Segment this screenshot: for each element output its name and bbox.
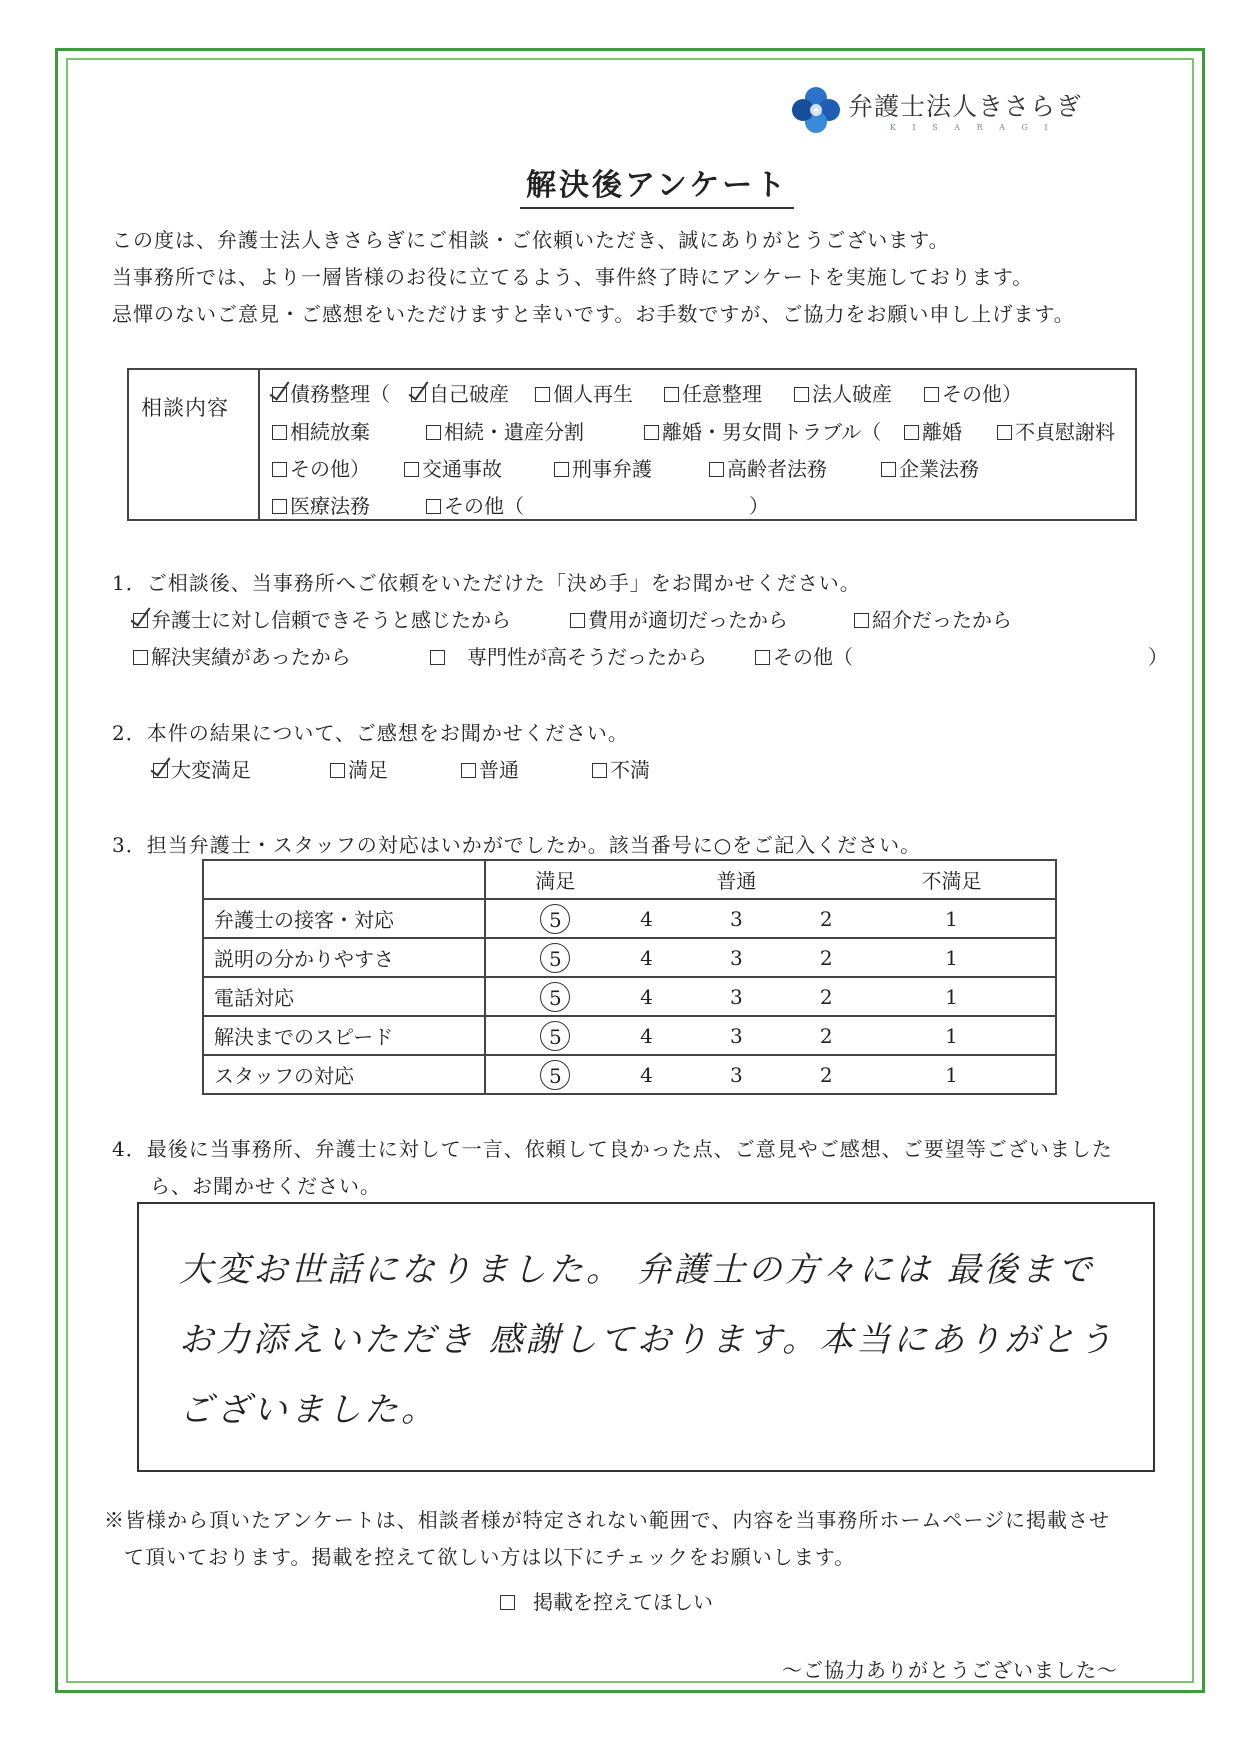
rating-4[interactable]: 4 <box>625 899 668 938</box>
company-logo <box>790 85 1090 145</box>
rating-2[interactable]: 2 <box>805 1016 848 1055</box>
checkbox-checked-icon <box>133 613 148 628</box>
row-label: 解決までのスピード <box>203 1016 485 1055</box>
rating-5[interactable] <box>485 899 625 938</box>
circled-rating: 5 <box>540 1021 570 1051</box>
checkbox-icon <box>755 650 770 665</box>
checkbox-icon <box>997 425 1012 440</box>
checkbox-checked-icon <box>411 387 426 402</box>
q1-option-track-record[interactable]: 解決実績があったから <box>133 641 351 670</box>
checkbox-icon <box>404 462 419 477</box>
header-blank <box>625 860 668 899</box>
rating-5[interactable] <box>485 977 625 1016</box>
checkbox-traffic[interactable]: 交通事故 <box>404 453 502 482</box>
checkbox-corporate[interactable]: 企業法務 <box>881 453 979 482</box>
checkbox-criminal[interactable]: 刑事弁護 <box>554 453 652 482</box>
rating-4[interactable]: 4 <box>625 977 668 1016</box>
circled-rating: 5 <box>540 943 570 973</box>
rating-2[interactable]: 2 <box>805 977 848 1016</box>
checkbox-icon <box>664 387 679 402</box>
checkbox-icon <box>426 425 441 440</box>
checkbox-debt[interactable]: 債務整理（ <box>272 378 390 407</box>
rating-1[interactable]: 1 <box>848 938 1056 977</box>
rating-5[interactable] <box>485 1055 625 1094</box>
rating-3[interactable]: 3 <box>668 899 804 938</box>
checkbox-icon <box>881 462 896 477</box>
table-row <box>203 1016 1056 1055</box>
q2-option-unsatisfied[interactable]: 不満 <box>592 754 650 783</box>
checkbox-medical[interactable]: 医療法務 <box>272 490 370 519</box>
publication-note <box>104 1502 1110 1576</box>
rating-2[interactable]: 2 <box>805 1055 848 1094</box>
checkbox-rehabilitation[interactable]: 個人再生 <box>535 378 633 407</box>
page-title: 解決後アンケート <box>520 160 794 209</box>
checkbox-icon <box>904 425 919 440</box>
handwritten-line: お力添えいただき 感謝しております。本当にありがとう <box>179 1320 1116 1360</box>
comment-textarea[interactable] <box>137 1202 1155 1472</box>
circled-rating: 5 <box>540 982 570 1012</box>
rating-3[interactable]: 3 <box>668 1016 804 1055</box>
q1-option-other[interactable]: その他（ <box>755 641 853 670</box>
checkbox-icon <box>272 425 287 440</box>
checkbox-voluntary[interactable]: 任意整理 <box>664 378 762 407</box>
checkbox-infidelity[interactable]: 不貞慰謝料 <box>997 416 1115 445</box>
ratings-table <box>202 859 1057 1095</box>
checkbox-icon <box>133 650 148 665</box>
note-line: ※皆様から頂いたアンケートは、相談者様が特定されない範囲で、内容を当事務所ホームページに掲載させ <box>104 1508 1110 1532</box>
q1-option-expertise[interactable]: 専門性が高そうだったから <box>430 641 707 670</box>
rating-3[interactable]: 3 <box>668 938 804 977</box>
checkbox-icon <box>709 462 724 477</box>
header-neutral: 普通 <box>716 869 757 893</box>
blue-flower-icon <box>790 85 842 135</box>
checkbox-icon <box>794 387 809 402</box>
checkbox-icon <box>430 650 445 665</box>
handwritten-line: ございました。 <box>179 1390 438 1430</box>
checkbox-elderly[interactable]: 高齢者法務 <box>709 453 827 482</box>
q2-option-satisfied[interactable]: 満足 <box>330 754 388 783</box>
rating-3[interactable]: 3 <box>668 977 804 1016</box>
checkbox-icon <box>644 425 659 440</box>
rating-2[interactable]: 2 <box>805 938 848 977</box>
checkbox-icon <box>535 387 550 402</box>
rating-2[interactable]: 2 <box>805 899 848 938</box>
q2-option-very-satisfied[interactable]: 大変満足 <box>153 754 251 783</box>
q1-other-close-paren: ） <box>1148 645 1168 669</box>
checkbox-inheritance-renounce[interactable]: 相続放棄 <box>272 416 370 445</box>
header-satisfied: 満足 <box>535 869 576 893</box>
optout-checkbox[interactable]: 掲載を控えてほしい <box>500 1586 713 1615</box>
rating-4[interactable]: 4 <box>625 1055 668 1094</box>
checkbox-icon <box>592 763 607 778</box>
consult-table <box>127 368 1137 521</box>
checkbox-bankruptcy[interactable]: 自己破産 <box>411 378 509 407</box>
checkbox-icon <box>924 387 939 402</box>
intro-text <box>112 222 1075 333</box>
checkbox-icon <box>500 1595 515 1610</box>
checkbox-divorce[interactable]: 離婚 <box>904 416 962 445</box>
ratings-header-row <box>203 860 1056 899</box>
ratings-header-blank <box>203 860 485 899</box>
checkbox-icon <box>330 763 345 778</box>
checkbox-icon <box>854 613 869 628</box>
rating-5[interactable] <box>485 1016 625 1055</box>
checkbox-icon <box>570 613 585 628</box>
rating-1[interactable]: 1 <box>848 1055 1056 1094</box>
closing-thanks: ～ご協力ありがとうございました～ <box>782 1658 1118 1682</box>
q1-option-referral[interactable]: 紹介だったから <box>854 604 1012 633</box>
row-label: 説明の分かりやすさ <box>203 938 485 977</box>
intro-line: 忌憚のないご意見・ご感想をいただけますと幸いです。お手数ですが、ご協力をお願い申し上げます。 <box>112 302 1075 326</box>
q1-option-fee[interactable]: 費用が適切だったから <box>570 604 788 633</box>
checkbox-divorce-trouble[interactable]: 離婚・男女間トラブル（ <box>644 416 881 445</box>
logo-name: 弁護士法人きさらぎ <box>848 92 1083 121</box>
checkbox-other-2[interactable]: その他） <box>272 453 370 482</box>
header-blank <box>805 860 848 899</box>
checkbox-icon <box>461 763 476 778</box>
circled-rating: 5 <box>540 904 570 934</box>
table-row <box>203 1055 1056 1094</box>
table-row <box>203 899 1056 938</box>
note-line: て頂いております。掲載を控えて欲しい方は以下にチェックをお願いします。 <box>124 1545 856 1569</box>
checkbox-corporate-bankruptcy[interactable]: 法人破産 <box>794 378 892 407</box>
row-label: スタッフの対応 <box>203 1055 485 1094</box>
circled-rating: 5 <box>540 1060 570 1090</box>
question-1: 1．ご相談後、当事務所へご依頼をいただけた「決め手」をお聞かせください。 <box>112 571 861 595</box>
table-row <box>203 977 1056 1016</box>
other-close-paren: ） <box>749 494 769 518</box>
rating-1[interactable]: 1 <box>848 977 1056 1016</box>
logo-subtext: K I S A R A G I <box>890 123 1055 132</box>
question-3: 3．担当弁護士・スタッフの対応はいかがでしたか。該当番号に○をご記入ください。 <box>112 833 922 857</box>
rating-4[interactable]: 4 <box>625 1016 668 1055</box>
row-label: 弁護士の接客・対応 <box>203 899 485 938</box>
checkbox-checked-icon <box>272 387 287 402</box>
q1-option-trust[interactable]: 弁護士に対し信頼できそうと感じたから <box>133 604 511 633</box>
table-row <box>203 938 1056 977</box>
rating-5[interactable] <box>485 938 625 977</box>
rating-4[interactable]: 4 <box>625 938 668 977</box>
rating-3[interactable]: 3 <box>668 1055 804 1094</box>
intro-line: 当事務所では、より一層皆様のお役に立てるよう、事件終了時にアンケートを実施しております。 <box>112 265 1034 289</box>
checkbox-icon <box>554 462 569 477</box>
checkbox-icon <box>272 462 287 477</box>
handwritten-line: 大変お世話になりました。 弁護士の方々には 最後まで <box>179 1250 1095 1290</box>
checkbox-checked-icon <box>153 763 168 778</box>
checkbox-inheritance-division[interactable]: 相続・遺産分割 <box>426 416 584 445</box>
header-unsatisfied: 不満足 <box>921 869 982 893</box>
consult-label: 相談内容 <box>129 370 260 519</box>
checkbox-other-3[interactable]: その他（ <box>426 490 524 519</box>
checkbox-other-1[interactable]: その他） <box>924 378 1022 407</box>
question-4-line2: ら、お聞かせください。 <box>150 1174 381 1198</box>
checkbox-icon <box>426 499 441 514</box>
q2-option-neutral[interactable]: 普通 <box>461 754 519 783</box>
rating-1[interactable]: 1 <box>848 899 1056 938</box>
question-4-line1: 4．最後に当事務所、弁護士に対して一言、依頼して良かった点、ご意見やご感想、ご要望等ございました <box>112 1137 1113 1161</box>
row-label: 電話対応 <box>203 977 485 1016</box>
rating-1[interactable]: 1 <box>848 1016 1056 1055</box>
checkbox-icon <box>272 499 287 514</box>
intro-line: この度は、弁護士法人きさらぎにご相談・ご依頼いただき、誠にありがとうございます。 <box>112 228 950 252</box>
question-2: 2．本件の結果について、ご感想をお聞かせください。 <box>112 721 629 745</box>
